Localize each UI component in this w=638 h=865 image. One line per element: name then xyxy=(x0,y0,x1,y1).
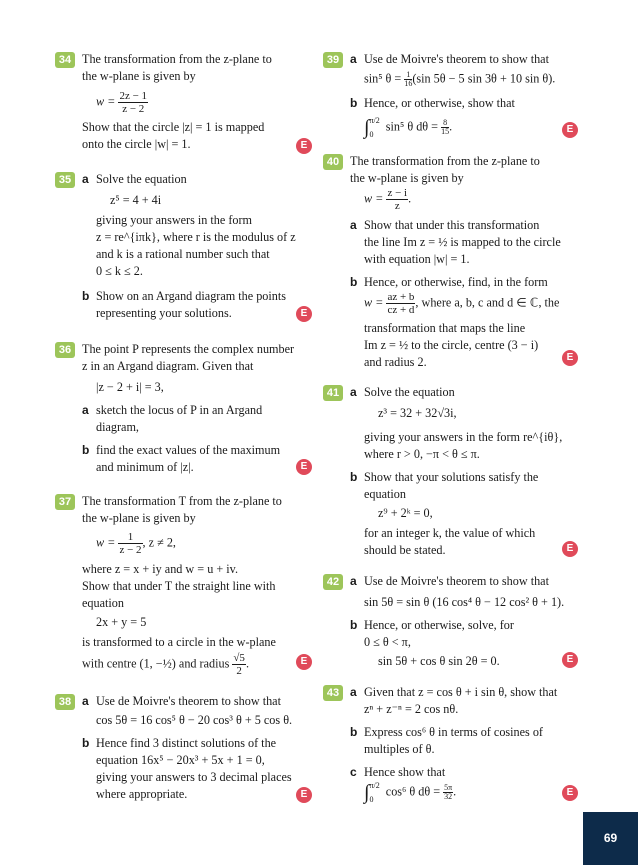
text-line: Show that under T the straight line with xyxy=(82,579,276,593)
question-number: 40 xyxy=(323,154,343,170)
text-line: the w-plane is given by xyxy=(350,171,464,185)
part-label: a xyxy=(350,574,357,588)
part-label: b xyxy=(82,736,90,750)
text-line: and minimum of |z|. xyxy=(96,460,194,474)
text-line: giving your answers in the form re^{iθ}, xyxy=(364,430,563,444)
text-line: transformation that maps the line xyxy=(364,321,526,335)
exam-badge: E xyxy=(562,122,578,138)
text-line: The transformation T from the z-plane to xyxy=(82,494,282,508)
text-line: equation xyxy=(364,487,406,501)
exam-badge: E xyxy=(562,652,578,668)
part-label: a xyxy=(350,685,357,699)
text-line: Show that your solutions satisfy the xyxy=(364,470,539,484)
text-line: The transformation from the z-plane to xyxy=(350,154,540,168)
text-line: representing your solutions. xyxy=(96,306,232,320)
part-label: b xyxy=(350,96,358,110)
equation: w = $\frac{az + b}{cz + d}$ , where a, b, c and d ∈ ℂ, the xyxy=(364,291,560,317)
text-line: the w-plane is given by xyxy=(82,511,196,525)
text-line: Solve the equation xyxy=(364,385,455,399)
text-line: Use de Moivre's theorem to show that xyxy=(96,694,281,708)
equation: zⁿ + z⁻ⁿ = 2 cos nθ. xyxy=(364,702,459,716)
text-line: where r > 0, −π < θ ≤ π. xyxy=(364,447,480,461)
text-line: The transformation from the z-plane to xyxy=(82,52,272,66)
text-line: z in an Argand diagram. Given that xyxy=(82,359,254,373)
integral: ∫ π/2 0 cos⁶ θ dθ = $\frac{5\pi}{32}$ . xyxy=(364,781,457,804)
equation: w = $\frac{2z - 1}{z - 2}$ xyxy=(96,90,148,116)
part-label: a xyxy=(82,403,89,417)
text-line: is transformed to a circle in the w-plane xyxy=(82,635,276,649)
part-label: a xyxy=(350,52,357,66)
text-line: Im z = ½ to the circle, centre (3 − i) xyxy=(364,338,539,352)
equation: |z − 2 + i| = 3, xyxy=(96,380,164,394)
equation: sin⁵ θ = $\frac{1}{16}$ (sin 5θ − 5 sin 3θ + 10 sin θ). xyxy=(364,70,556,88)
text-line: find the exact values of the maximum xyxy=(96,443,281,457)
text-line: Given that z = cos θ + i sin θ, show that xyxy=(364,685,558,699)
text-line: giving your answers in the form xyxy=(96,213,253,227)
equation: sin 5θ + cos θ sin 2θ = 0. xyxy=(378,654,500,668)
integral: ∫ π/2 0 sin⁵ θ dθ = $\frac{8}{15}$ . xyxy=(364,116,453,139)
part-label: b xyxy=(350,470,358,484)
text-line: with equation |w| = 1. xyxy=(364,252,470,266)
text-line: giving your answers to 3 decimal places xyxy=(96,770,292,784)
exam-badge: E xyxy=(296,459,312,475)
question-number: 34 xyxy=(55,52,75,68)
text-line: Hence, or otherwise, find, in the form xyxy=(364,275,548,289)
part-label: b xyxy=(82,289,90,303)
text-line: the w-plane is given by xyxy=(82,69,196,83)
question-number: 39 xyxy=(323,52,343,68)
exam-badge: E xyxy=(296,306,312,322)
text-line: Show that under this transformation xyxy=(364,218,540,232)
page-number: 69 xyxy=(583,812,638,865)
equation: z⁹ + 2ᵏ = 0, xyxy=(378,506,433,520)
text-line: The point P represents the complex number xyxy=(82,342,295,356)
part-label: c xyxy=(350,765,357,779)
text-line: Hence, or otherwise, solve, for xyxy=(364,618,514,632)
text-line: Solve the equation xyxy=(96,172,187,186)
text-line: where z = x + iy and w = u + iv. xyxy=(82,562,238,576)
exam-badge: E xyxy=(562,785,578,801)
exam-badge: E xyxy=(562,541,578,557)
question-number: 37 xyxy=(55,494,75,510)
text-line: Show on an Argand diagram the points xyxy=(96,289,287,303)
text-line: equation 16x⁵ − 20x³ + 5x + 1 = 0, xyxy=(96,753,265,767)
text-line: Use de Moivre's theorem to show that xyxy=(364,574,549,588)
part-label: a xyxy=(82,694,89,708)
text-line: diagram, xyxy=(96,420,139,434)
exam-badge: E xyxy=(296,787,312,803)
part-label: a xyxy=(350,385,357,399)
text-line: 0 ≤ θ < π, xyxy=(364,635,411,649)
question-number: 36 xyxy=(55,342,75,358)
part-label: b xyxy=(350,725,358,739)
text-line: z = re^{iπk}, where r is the modulus of z xyxy=(96,230,296,244)
part-label: a xyxy=(350,218,357,232)
text-line: multiples of θ. xyxy=(364,742,435,756)
text-line: 0 ≤ k ≤ 2. xyxy=(96,264,143,278)
text-line: Show that the circle |z| = 1 is mapped xyxy=(82,120,265,134)
question-number: 41 xyxy=(323,385,343,401)
equation: w = $\frac{1}{z - 2}$ , z ≠ 2, xyxy=(96,531,176,557)
text-line: equation xyxy=(82,596,124,610)
text-line: with centre (1, −½) and radius $\frac{√5}{2}$ . xyxy=(82,652,249,678)
part-label: a xyxy=(82,172,89,186)
exam-badge: E xyxy=(296,654,312,670)
text-line: and k is a rational number such that xyxy=(96,247,270,261)
part-label: b xyxy=(350,275,358,289)
text-line: Hence show that xyxy=(364,765,446,779)
text-line: the line Im z = ½ is mapped to the circle xyxy=(364,235,561,249)
text-line: for an integer k, the value of which xyxy=(364,526,536,540)
text-line: should be stated. xyxy=(364,543,446,557)
equation: w = $\frac{z - i}{z}$ . xyxy=(364,187,412,213)
text-line: Hence, or otherwise, show that xyxy=(364,96,515,110)
text-line: Express cos⁶ θ in terms of cosines of xyxy=(364,725,543,739)
equation: sin 5θ = sin θ (16 cos⁴ θ − 12 cos² θ + 1). xyxy=(364,595,565,609)
text-line: and radius 2. xyxy=(364,355,427,369)
text-line: Use de Moivre's theorem to show that xyxy=(364,52,549,66)
equation: z⁵ = 4 + 4i xyxy=(110,193,162,207)
question-number: 38 xyxy=(55,694,75,710)
question-number: 42 xyxy=(323,574,343,590)
question-number: 43 xyxy=(323,685,343,701)
equation: 2x + y = 5 xyxy=(96,615,147,629)
text-line: Hence find 3 distinct solutions of the xyxy=(96,736,277,750)
exam-badge: E xyxy=(562,350,578,366)
equation: z³ = 32 + 32√3i, xyxy=(378,406,457,420)
exam-badge: E xyxy=(296,138,312,154)
equation: cos 5θ = 16 cos⁵ θ − 20 cos³ θ + 5 cos θ. xyxy=(96,713,293,727)
text-line: onto the circle |w| = 1. xyxy=(82,137,191,151)
part-label: b xyxy=(350,618,358,632)
text-line: sketch the locus of P in an Argand xyxy=(96,403,263,417)
text-line: where appropriate. xyxy=(96,787,188,801)
question-number: 35 xyxy=(55,172,75,188)
part-label: b xyxy=(82,443,90,457)
